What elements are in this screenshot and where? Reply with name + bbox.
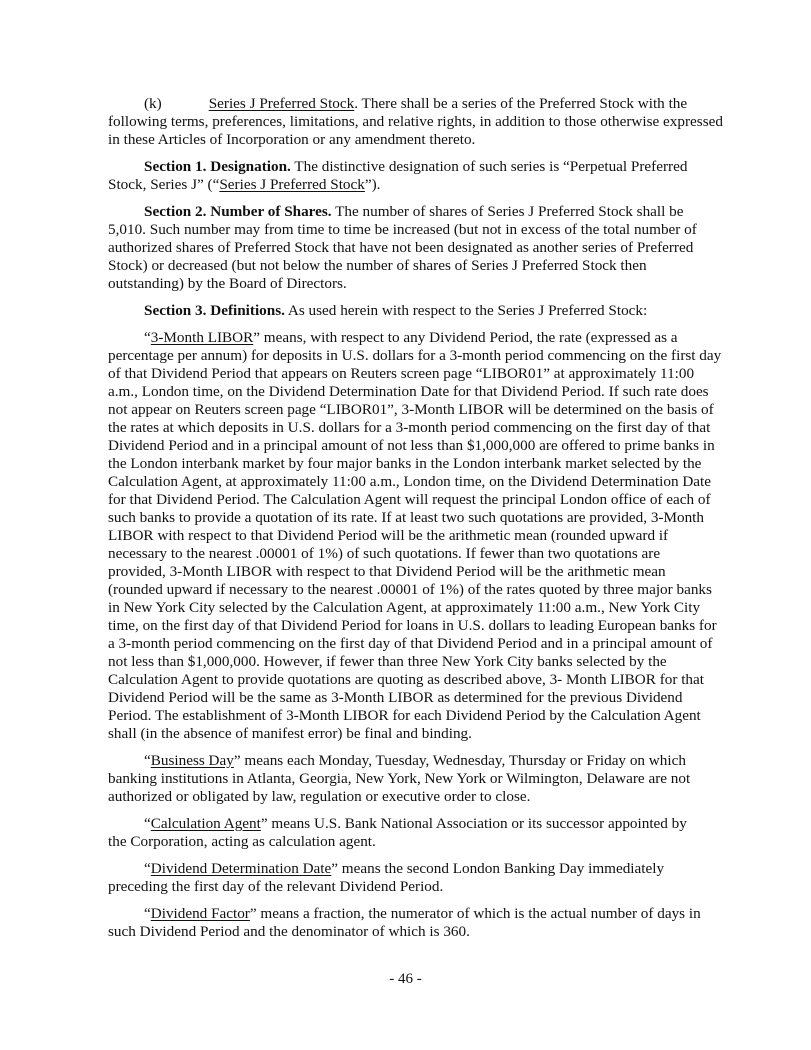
text-line: outstanding) by the Board of Directors. [108,275,347,292]
text-run: As used herein with respect to the Series J Preferred Stock: [284,302,648,319]
paragraph-k-series-j [108,95,758,149]
text-run: “ [144,815,151,832]
text-line: for that Dividend Period. The Calculation Agent will request the principal London office of each of [108,491,711,508]
definition-business-day [108,752,758,806]
text-line [108,860,758,878]
text-line: time, on the first day of that Dividend Period for loans in U.S. dollars to leading European banks for [108,617,717,634]
text-line: the Corporation, acting as calculation agent. [108,833,376,850]
text-run: ” means, with respect to any Dividend Period, the rate (expressed as a [253,329,678,346]
defined-term: Business Day [150,752,234,769]
text-line: the London interbank market by four major banks in the London interbank market selected by the [108,455,702,472]
text-line: percentage per annum) for deposits in U.S. dollars for a 3-month period commencing on the first day [108,347,722,364]
text-line [108,329,758,347]
text-line: a.m., London time, on the Dividend Determination Date for that Dividend Period. If such rate does [108,383,709,400]
text-line: Period. The establishment of 3-Month LIBOR for each Dividend Period by the Calculation Agent [108,707,701,724]
text-run: Stock, Series J” (“ [108,176,220,193]
text-line: Calculation Agent, at approximately 11:00 a.m., London time, on the Dividend Determination Date [108,473,711,490]
text-run: ” means the second London Banking Day immediately [331,860,665,877]
text-line: the rates at which deposits in U.S. dollars for a 3-month period commencing on the first day of that [108,419,711,436]
text-line: not less than $1,000,000. However, if fewer than three New York City banks selected by the [108,653,667,670]
defined-term: 3-Month LIBOR [150,329,254,346]
text-run: “ [144,905,151,922]
section-3-definitions [108,302,758,320]
text-line: Calculation Agent to provide quotations are quoting as described above, 3- Month LIBOR for that [108,671,704,688]
text-line: preceding the first day of the relevant Dividend Period. [108,878,444,895]
text-line: provided, 3-Month LIBOR with respect to that Dividend Period will be the arithmetic mean [108,563,666,580]
document-body [108,95,758,950]
text-line: in New York City selected by the Calculation Agent, at approximately 11:00 a.m., New York City [108,599,701,616]
text-run: “ [144,860,151,877]
section-2-number-of-shares [108,203,758,293]
text-line [108,752,758,770]
text-line: banking institutions in Atlanta, Georgia, New York, New York or Wilmington, Delaware are not [108,770,691,787]
section-heading: Section 1. Designation. [144,158,291,175]
text-line: a 3-month period commencing on the first day of that Dividend Period and in a principal amount of [108,635,713,652]
text-line: 5,010. Such number may from time to time be increased (but not in excess of the total number of [108,221,697,238]
text-line: Dividend Period will be the same as 3-Month LIBOR as determined for the previous Dividend [108,689,683,706]
section-heading: Section 2. Number of Shares. [144,203,332,220]
defined-term: Dividend Determination Date [150,860,332,877]
defined-term: Calculation Agent [150,815,261,832]
text-line [108,815,758,833]
text-line [108,176,758,194]
text-line: shall (in the absence of manifest error) be final and binding. [108,725,472,742]
text-line: LIBOR with respect to that Dividend Period will be the arithmetic mean (rounded upward if [108,527,669,544]
text-line: not appear on Reuters screen page “LIBOR01”, 3-Month LIBOR will be determined on the basis of [108,401,714,418]
text-line: of that Dividend Period that appears on Reuters screen page “LIBOR01” at approximately 11:00 [108,365,695,382]
section-1-designation [108,158,758,194]
text-line: authorized shares of Preferred Stock that have not been designated as another series of Preferred [108,239,694,256]
text-run: The number of shares of Series J Preferred Stock shall be [331,203,684,220]
text-run: ” means each Monday, Tuesday, Wednesday, Thursday or Friday on which [233,752,686,769]
defined-term: Dividend Factor [150,905,250,922]
defined-term: Series J Preferred Stock [208,95,355,112]
text-line [108,95,758,113]
text-run: . There shall be a series of the Preferred Stock with the [354,95,688,112]
text-line: authorized or obligated by law, regulation or executive order to close. [108,788,531,805]
text-run: “ [144,329,151,346]
section-heading: Section 3. Definitions. [144,302,285,319]
text-line: such banks to provide a quotation of its rate. If at least two such quotations are provided, 3-Month [108,509,704,526]
text-line: following terms, preferences, limitations, and relative rights, in addition to those otherwise expressed [108,113,723,130]
text-run: “ [144,752,151,769]
text-run: (k) [144,95,162,112]
text-run: ” means a fraction, the numerator of which is the actual number of days in [249,905,701,922]
text-line [108,158,758,176]
text-line [108,302,758,320]
text-run: ”). [364,176,381,193]
definition-3-month-libor [108,329,758,743]
text-line: (rounded upward if necessary to the nearest .00001 of 1%) of the rates quoted by three major banks [108,581,712,598]
definition-dividend-factor [108,905,758,941]
text-line: necessary to the nearest .00001 of 1%) of such quotations. If fewer than two quotations are [108,545,661,562]
text-line [108,905,758,923]
page-number: - 46 - [389,971,422,987]
text-line: Stock) or decreased (but not below the number of shares of Series J Preferred Stock then [108,257,647,274]
definition-dividend-determination-date [108,860,758,896]
text-line: Dividend Period and in a principal amount of not less than $1,000,000 are offered to prime banks in [108,437,715,454]
text-line: in these Articles of Incorporation or any amendment thereto. [108,131,476,148]
definition-calculation-agent [108,815,758,851]
text-line: such Dividend Period and the denominator of which is 360. [108,923,470,940]
defined-term: Series J Preferred Stock [219,176,365,193]
text-line [108,203,758,221]
text-run: The distinctive designation of such series is “Perpetual Preferred [290,158,688,175]
text-run: ” means U.S. Bank National Association or its successor appointed by [260,815,687,832]
